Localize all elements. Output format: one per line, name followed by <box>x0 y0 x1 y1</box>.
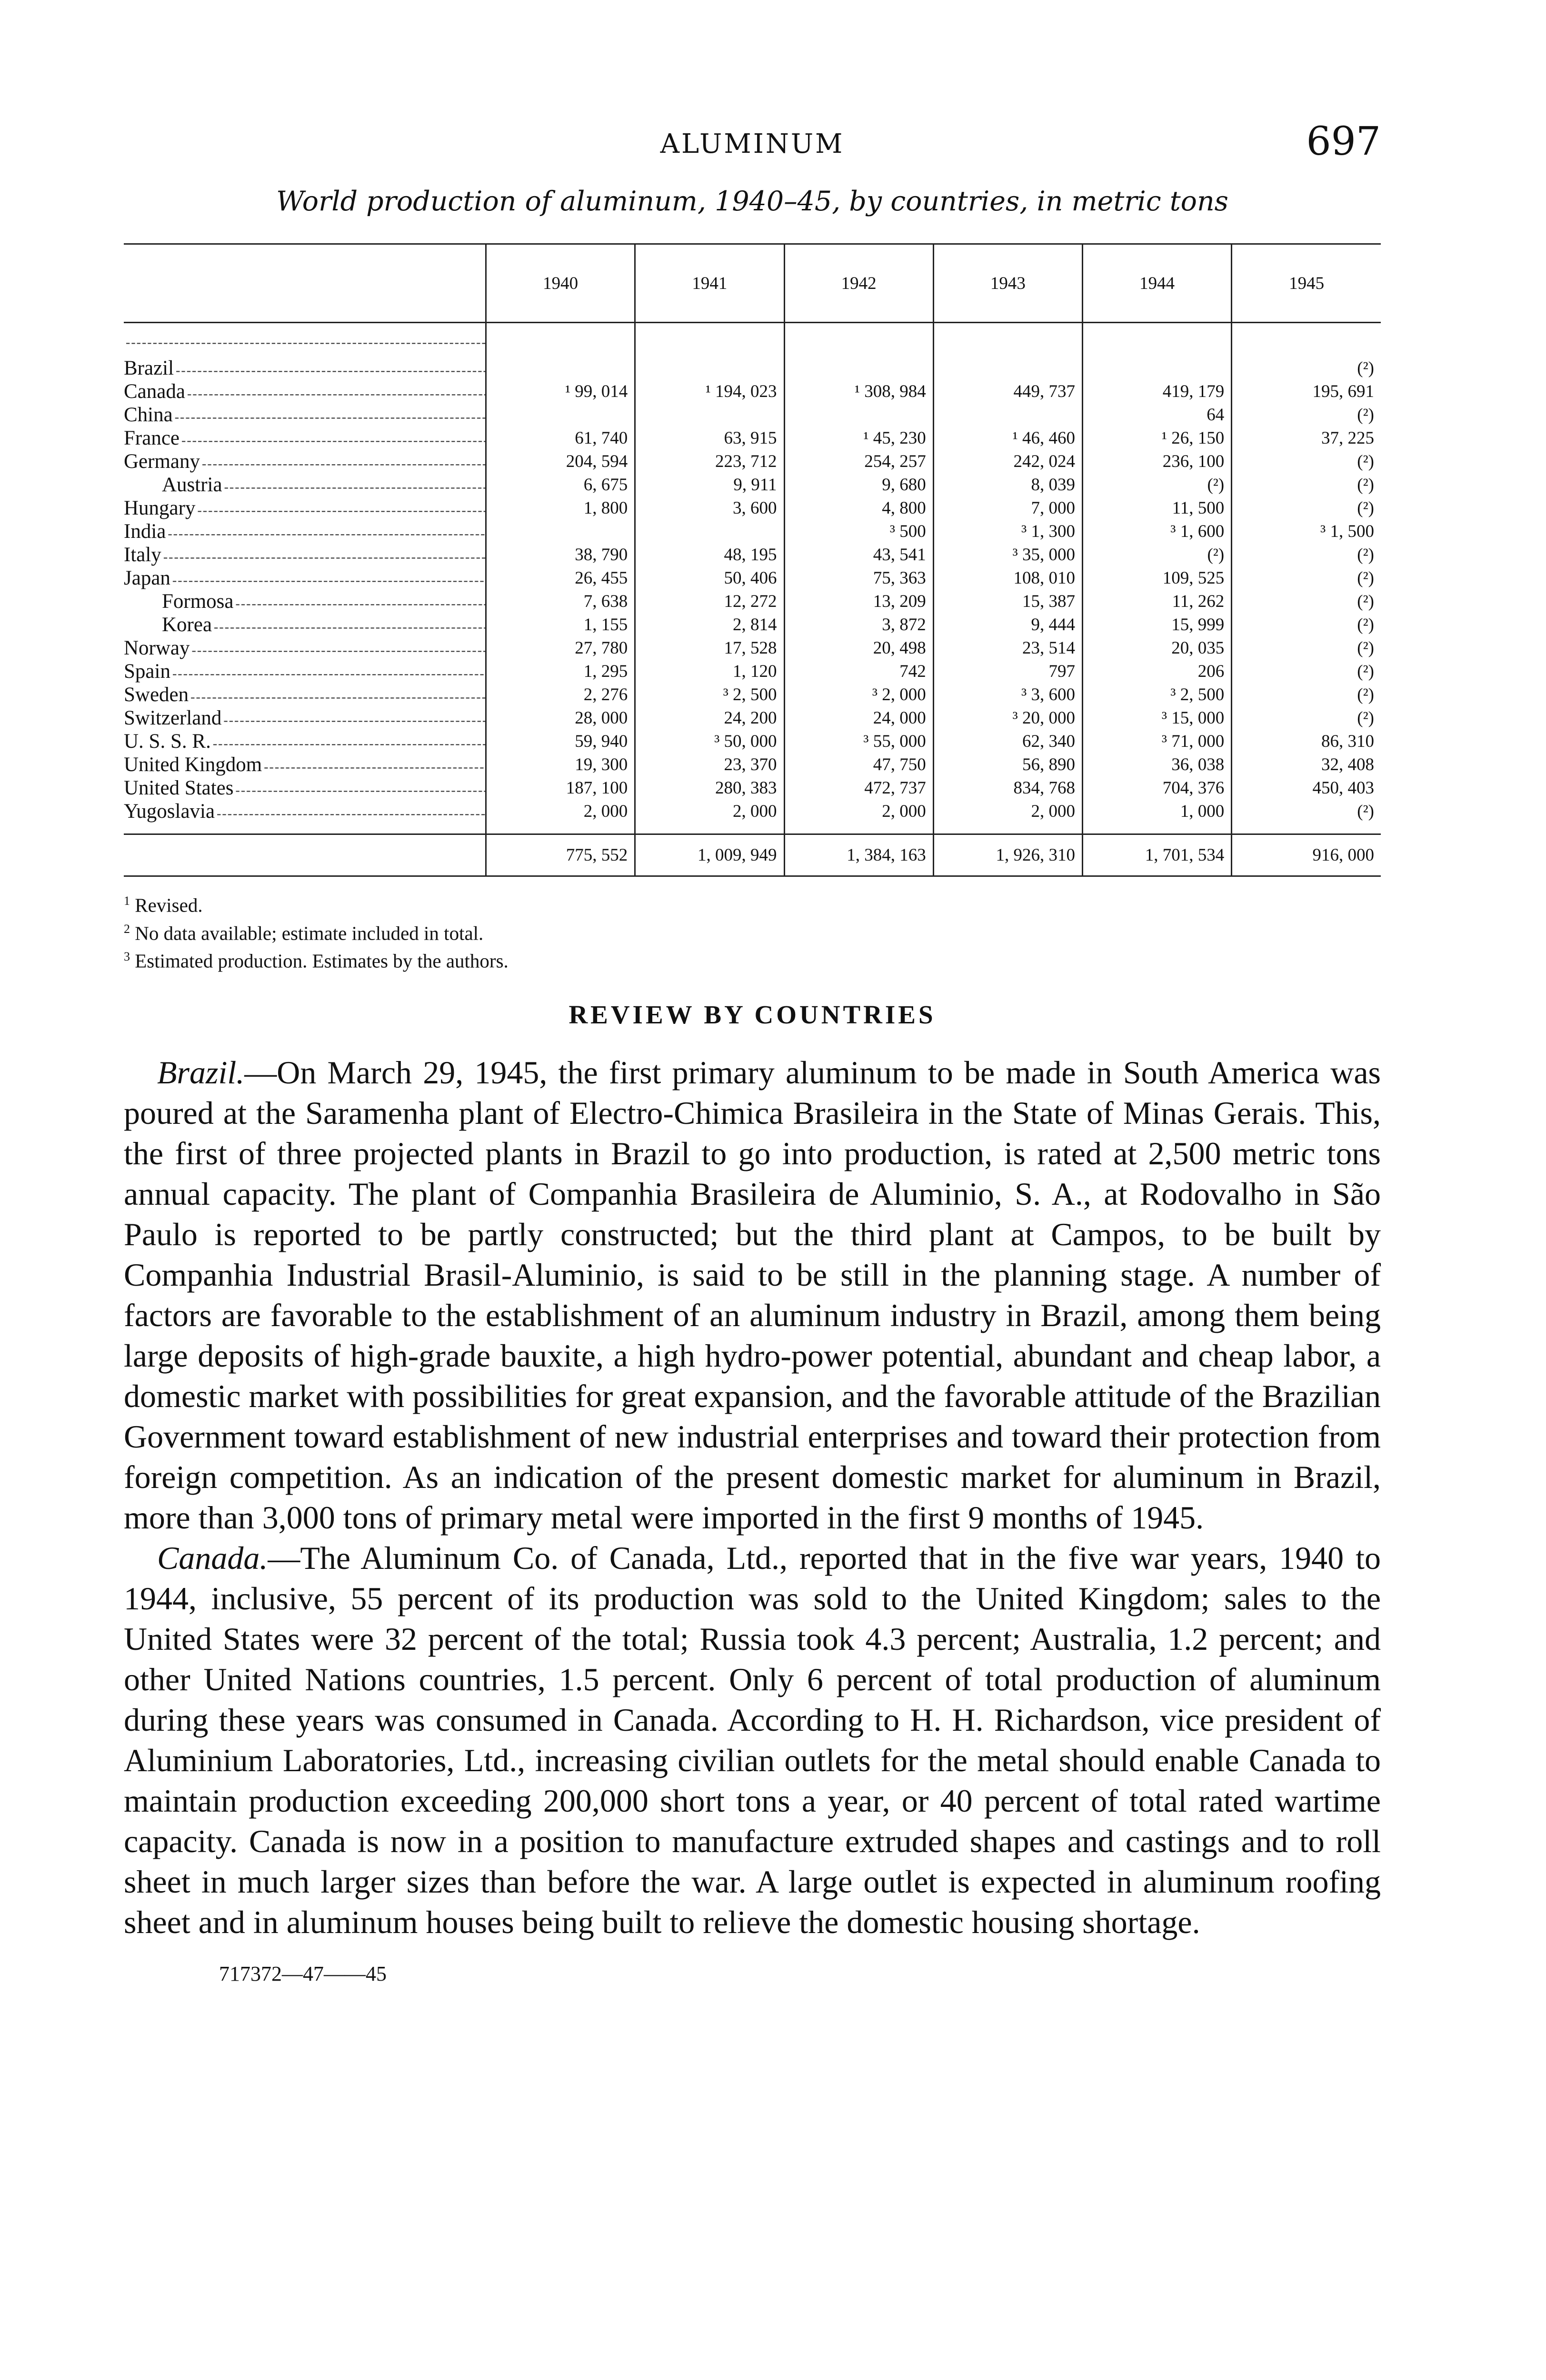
value-cell: 37, 225 <box>1232 426 1381 450</box>
value-cell: ³ 500 <box>784 520 933 543</box>
country-cell: Sweden ----- <box>124 683 486 706</box>
value-cell: 12, 272 <box>635 590 784 613</box>
total-cell: 1, 009, 949 <box>635 834 784 876</box>
value-cell: ³ 2, 500 <box>1083 683 1232 706</box>
value-cell: 1, 000 <box>1083 800 1232 823</box>
value-cell: 17, 528 <box>635 636 784 660</box>
total-cell: 1, 701, 534 <box>1083 834 1232 876</box>
table-row <box>124 403 1381 426</box>
table-row <box>124 590 1381 613</box>
value-cell: 28, 000 <box>486 706 635 730</box>
value-cell: (²) <box>1232 403 1381 426</box>
country-cell: Japan ----- <box>124 566 486 590</box>
value-cell: 59, 940 <box>486 730 635 753</box>
value-cell: 38, 790 <box>486 543 635 566</box>
paragraph-lead: Brazil. <box>157 1054 245 1091</box>
table-row <box>124 543 1381 566</box>
value-cell: 15, 999 <box>1083 613 1232 636</box>
country-cell: Spain ----- <box>124 660 486 683</box>
value-cell: 8, 039 <box>933 473 1082 496</box>
total-cell: 1, 926, 310 <box>933 834 1082 876</box>
total-cell: 775, 552 <box>486 834 635 876</box>
country-cell: Brazil ----- <box>124 357 486 380</box>
value-cell: 419, 179 <box>1083 380 1232 403</box>
value-cell: (²) <box>1232 543 1381 566</box>
value-cell: 19, 300 <box>486 753 635 776</box>
header-year: 1941 <box>635 244 784 323</box>
value-cell: 63, 915 <box>635 426 784 450</box>
value-cell: (²) <box>1232 660 1381 683</box>
value-cell: 704, 376 <box>1083 776 1232 800</box>
country-cell: Norway ----- <box>124 636 486 660</box>
value-cell <box>784 357 933 380</box>
value-cell: 2, 276 <box>486 683 635 706</box>
value-cell: 24, 000 <box>784 706 933 730</box>
value-cell: ³ 20, 000 <box>933 706 1082 730</box>
header-year: 1944 <box>1083 244 1232 323</box>
value-cell: 43, 541 <box>784 543 933 566</box>
section-heading: REVIEW BY COUNTRIES <box>569 1000 936 1029</box>
running-head: ALUMINUM <box>660 129 845 159</box>
value-cell <box>486 403 635 426</box>
value-cell: 27, 780 <box>486 636 635 660</box>
value-cell: 11, 500 <box>1083 496 1232 520</box>
value-cell <box>635 520 784 543</box>
country-cell: India ----- <box>124 520 486 543</box>
table-row <box>124 426 1381 450</box>
header-year: 1945 <box>1232 244 1381 323</box>
table-title: World production of aluminum, 1940–45, by countries, in metric tons <box>276 186 1228 217</box>
value-cell: 1, 120 <box>635 660 784 683</box>
footnote: $^1$ Revised. <box>124 894 203 916</box>
value-cell: 1, 295 <box>486 660 635 683</box>
table-row <box>124 613 1381 636</box>
value-cell: 742 <box>784 660 933 683</box>
value-cell: 47, 750 <box>784 753 933 776</box>
value-cell: ³ 35, 000 <box>933 543 1082 566</box>
table-row <box>124 776 1381 800</box>
value-cell: 223, 712 <box>635 450 784 473</box>
value-cell: 834, 768 <box>933 776 1082 800</box>
value-cell: 24, 200 <box>635 706 784 730</box>
value-cell: 2, 000 <box>933 800 1082 823</box>
country-cell: Austria ----- <box>124 473 486 496</box>
value-cell: 2, 814 <box>635 613 784 636</box>
value-cell: 61, 740 <box>486 426 635 450</box>
value-cell: (²) <box>1232 566 1381 590</box>
page <box>124 109 1381 1986</box>
value-cell: 23, 514 <box>933 636 1082 660</box>
table-row <box>124 753 1381 776</box>
value-cell: 797 <box>933 660 1082 683</box>
value-cell: 20, 035 <box>1083 636 1232 660</box>
value-cell <box>933 403 1082 426</box>
table-row <box>124 566 1381 590</box>
value-cell: 9, 680 <box>784 473 933 496</box>
value-cell: 13, 209 <box>784 590 933 613</box>
value-cell: (²) <box>1232 800 1381 823</box>
value-cell: 204, 594 <box>486 450 635 473</box>
value-cell: 64 <box>1083 403 1232 426</box>
value-cell: 11, 262 <box>1083 590 1232 613</box>
table-row <box>124 496 1381 520</box>
value-cell <box>635 403 784 426</box>
value-cell: 109, 525 <box>1083 566 1232 590</box>
value-cell: ¹ 45, 230 <box>784 426 933 450</box>
header-country <box>124 244 486 323</box>
value-cell: 9, 911 <box>635 473 784 496</box>
value-cell: 56, 890 <box>933 753 1082 776</box>
value-cell: 7, 000 <box>933 496 1082 520</box>
value-cell <box>784 403 933 426</box>
value-cell: ¹ 99, 014 <box>486 380 635 403</box>
header-year: 1940 <box>486 244 635 323</box>
value-cell <box>486 357 635 380</box>
value-cell: 26, 455 <box>486 566 635 590</box>
footnote: $^3$ Estimated production. Estimates by the authors. <box>124 950 509 972</box>
table-row <box>124 683 1381 706</box>
value-cell: ³ 71, 000 <box>1083 730 1232 753</box>
body-text <box>124 1052 1381 1943</box>
value-cell: 6, 675 <box>486 473 635 496</box>
country-cell: Switzerland ----- <box>124 706 486 730</box>
country-cell: United States ----- <box>124 776 486 800</box>
value-cell: (²) <box>1232 636 1381 660</box>
value-cell: 9, 444 <box>933 613 1082 636</box>
value-cell: (²) <box>1232 590 1381 613</box>
paragraph-brazil: Brazil.—On March 29, 1945, the first primary aluminum to be made in South America was poured at the Saramenha plant of Electro-Chimica Brasileira in the State of Minas Gerais. This, the first of three projected plants in Brazil to go into production, is rated at 2,500 metric tons annual capacity. The plant of Companhia Brasileira de Aluminio, S. A., at Rodovalho in São Paulo is reported to be partly constructed; but the third plant at Campos, to be built by Companhia Industrial Brasil-Aluminio, is said to be still in the planning stage. A number of factors are favorable to the establishment of an aluminum industry in Brazil, among them being large deposits of high-grade bauxite, a high hydro-power potential, abundant and cheap labor, a domestic market with possibilities for great expansion, and the favorable attitude of the Brazilian Government toward establishment of new industrial enterprises and toward their protection from foreign competition. As an indication of the present domestic market for aluminum in Brazil, more than 3,000 tons of primary metal were imported in the first 9 months of 1945. <box>124 1054 1381 1536</box>
print-code: 717372—47——45 <box>219 1962 387 1985</box>
value-cell: ³ 50, 000 <box>635 730 784 753</box>
value-cell: ³ 15, 000 <box>1083 706 1232 730</box>
value-cell: 472, 737 <box>784 776 933 800</box>
production-table <box>124 243 1381 877</box>
value-cell: 206 <box>1083 660 1232 683</box>
value-cell: ³ 55, 000 <box>784 730 933 753</box>
value-cell: 50, 406 <box>635 566 784 590</box>
value-cell: 1, 155 <box>486 613 635 636</box>
total-cell: 916, 000 <box>1232 834 1381 876</box>
paragraph-lead: Canada. <box>157 1539 268 1576</box>
country-cell: U. S. S. R. ----- <box>124 730 486 753</box>
value-cell <box>486 520 635 543</box>
table-row <box>124 380 1381 403</box>
value-cell: ¹ 194, 023 <box>635 380 784 403</box>
table-row <box>124 473 1381 496</box>
value-cell: (²) <box>1083 473 1232 496</box>
value-cell: 36, 038 <box>1083 753 1232 776</box>
value-cell: 449, 737 <box>933 380 1082 403</box>
total-cell: 1, 384, 163 <box>784 834 933 876</box>
value-cell: ³ 2, 000 <box>784 683 933 706</box>
value-cell: 4, 800 <box>784 496 933 520</box>
value-cell: 187, 100 <box>486 776 635 800</box>
value-cell: (²) <box>1232 473 1381 496</box>
value-cell: (²) <box>1232 706 1381 730</box>
country-cell: Canada ----- <box>124 380 486 403</box>
value-cell: 2, 000 <box>635 800 784 823</box>
value-cell: 2, 000 <box>784 800 933 823</box>
country-cell: Italy ----- <box>124 543 486 566</box>
value-cell: 75, 363 <box>784 566 933 590</box>
value-cell: ¹ 308, 984 <box>784 380 933 403</box>
value-cell: ³ 1, 300 <box>933 520 1082 543</box>
country-cell: United Kingdom ----- <box>124 753 486 776</box>
value-cell: (²) <box>1232 683 1381 706</box>
value-cell: ³ 2, 500 <box>635 683 784 706</box>
value-cell: 62, 340 <box>933 730 1082 753</box>
value-cell: 450, 403 <box>1232 776 1381 800</box>
paragraph-canada: Canada.—The Aluminum Co. of Canada, Ltd., reported that in the five war years, 1940 to 1944, inclusive, 55 percent of its production was sold to the United Kingdom; sales to the United States were 32 percent of the total; Russia took 4.3 percent; Australia, 1.2 percent; and other United Nations countries, 1.5 percent. Only 6 percent of total production of aluminum during these years was consumed in Canada. According to H. H. Richardson, vice president of Aluminium Laboratories, Ltd., increasing civilian outlets for the metal should enable Canada to maintain production exceeding 200,000 short tons a year, or 40 percent of total rated wartime capacity. Canada is now in a position to manufacture extruded shapes and castings and to roll sheet in much larger sizes than before the war. A large outlet is expected in aluminum roofing sheet and in aluminum houses being built to relieve the domestic housing shortage. <box>124 1539 1381 1940</box>
value-cell: 3, 872 <box>784 613 933 636</box>
footnotes <box>124 889 1381 973</box>
value-cell: 280, 383 <box>635 776 784 800</box>
value-cell: (²) <box>1232 450 1381 473</box>
header-year: 1943 <box>933 244 1082 323</box>
value-cell: 7, 638 <box>486 590 635 613</box>
footnote: $^2$ No data available; estimate included in total. <box>124 922 484 944</box>
table-row <box>124 800 1381 823</box>
value-cell: 108, 010 <box>933 566 1082 590</box>
table-row <box>124 357 1381 380</box>
value-cell: 23, 370 <box>635 753 784 776</box>
value-cell: 1, 800 <box>486 496 635 520</box>
value-cell: ³ 1, 600 <box>1083 520 1232 543</box>
total-row <box>124 834 1381 876</box>
value-cell: 195, 691 <box>1232 380 1381 403</box>
country-cell: Yugoslavia ----- <box>124 800 486 823</box>
value-cell: 48, 195 <box>635 543 784 566</box>
value-cell: 2, 000 <box>486 800 635 823</box>
value-cell: (²) <box>1232 357 1381 380</box>
table-header-row <box>124 244 1381 323</box>
table-row <box>124 660 1381 683</box>
value-cell: 32, 408 <box>1232 753 1381 776</box>
country-cell: France ----- <box>124 426 486 450</box>
page-header <box>124 109 1381 167</box>
value-cell: 3, 600 <box>635 496 784 520</box>
country-cell: China ----- <box>124 403 486 426</box>
table-row <box>124 520 1381 543</box>
country-cell: Germany ----- <box>124 450 486 473</box>
value-cell: 242, 024 <box>933 450 1082 473</box>
value-cell: (²) <box>1232 613 1381 636</box>
value-cell: 20, 498 <box>784 636 933 660</box>
country-cell: Formosa ----- <box>124 590 486 613</box>
value-cell <box>635 357 784 380</box>
country-cell: Korea ----- <box>124 613 486 636</box>
table-row <box>124 636 1381 660</box>
page-number: 697 <box>1306 119 1381 164</box>
table-row <box>124 450 1381 473</box>
value-cell: (²) <box>1232 496 1381 520</box>
table-row <box>124 730 1381 753</box>
country-cell: Hungary ----- <box>124 496 486 520</box>
value-cell: ³ 3, 600 <box>933 683 1082 706</box>
value-cell: ¹ 26, 150 <box>1083 426 1232 450</box>
value-cell: 86, 310 <box>1232 730 1381 753</box>
header-year: 1942 <box>784 244 933 323</box>
value-cell <box>1083 357 1232 380</box>
value-cell: 15, 387 <box>933 590 1082 613</box>
value-cell: (²) <box>1083 543 1232 566</box>
value-cell: 236, 100 <box>1083 450 1232 473</box>
value-cell: 254, 257 <box>784 450 933 473</box>
value-cell: ¹ 46, 460 <box>933 426 1082 450</box>
value-cell: ³ 1, 500 <box>1232 520 1381 543</box>
value-cell <box>933 357 1082 380</box>
table-row <box>124 706 1381 730</box>
